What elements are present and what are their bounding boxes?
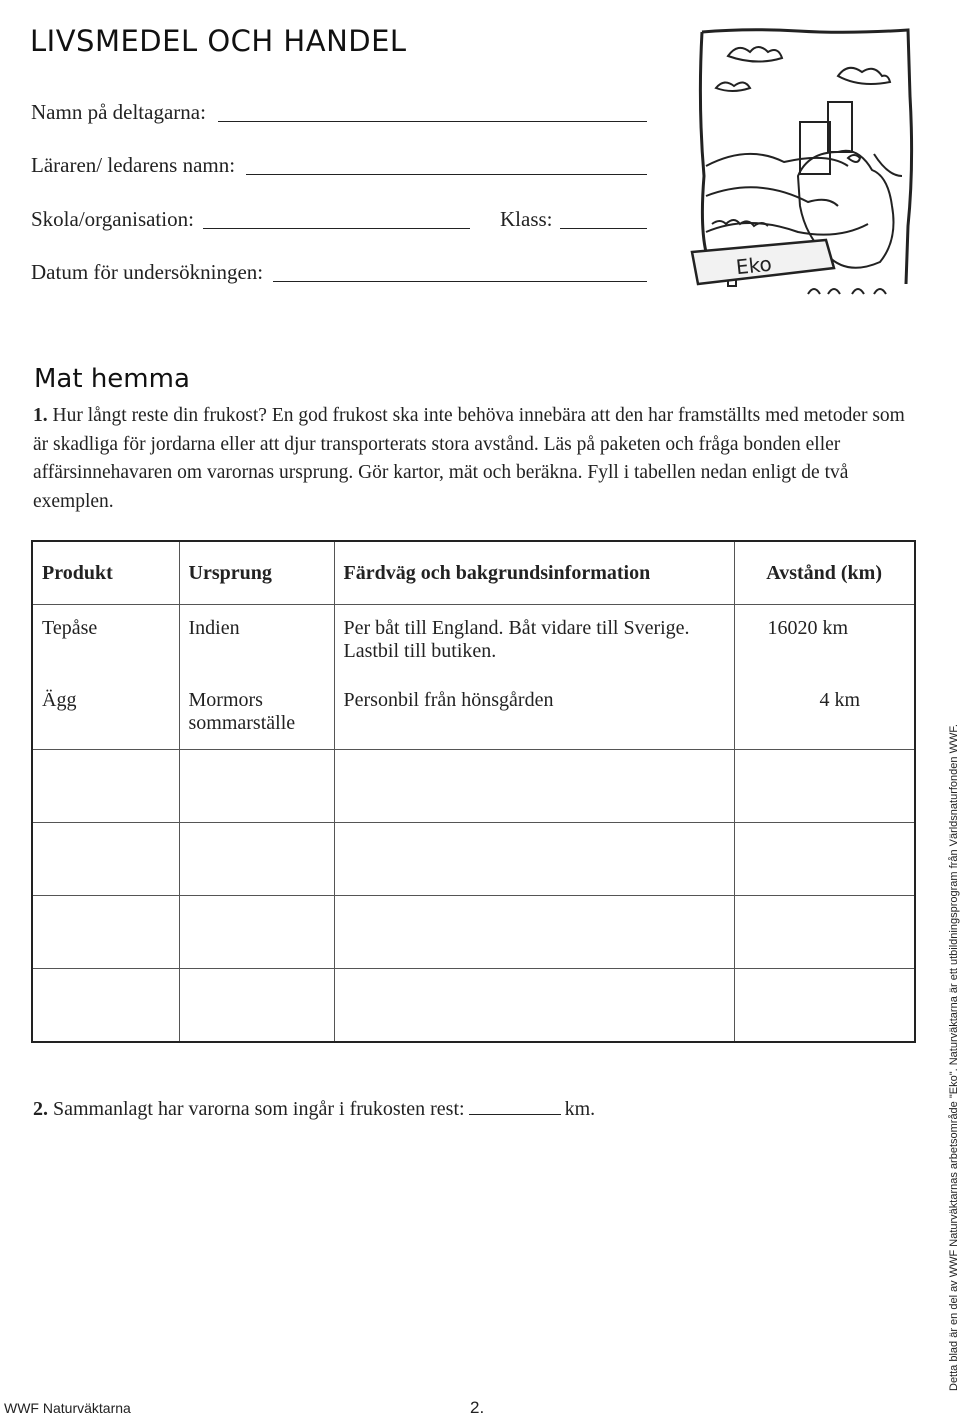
empty-row: [32, 823, 915, 896]
question-2-number: 2.: [33, 1098, 48, 1120]
empty-row: [32, 896, 915, 969]
empty-cell[interactable]: [32, 823, 179, 896]
names-label: Namn på deltagarna:: [31, 100, 206, 124]
cell-distance: 16020 km: [734, 605, 915, 686]
class-field[interactable]: [560, 228, 647, 229]
cell-origin: Mormors sommarställe: [179, 685, 334, 750]
question-2-text: Sammanlagt har varorna som ingår i frukosten rest:: [53, 1098, 465, 1120]
question-1-number: 1.: [33, 405, 48, 426]
page-title: LIVSMEDEL OCH HANDEL: [30, 24, 407, 58]
cell-product: Tepåse: [32, 605, 179, 686]
header-distance: Avstånd (km): [734, 541, 915, 605]
table-row: [32, 685, 915, 750]
table-row: [32, 605, 915, 686]
empty-cell[interactable]: [334, 750, 734, 823]
empty-cell[interactable]: [334, 896, 734, 969]
names-field[interactable]: [218, 121, 647, 122]
breakfast-table: [31, 540, 916, 1043]
empty-row: [32, 750, 915, 823]
school-label: Skola/organisation:: [31, 207, 194, 231]
empty-cell[interactable]: [334, 823, 734, 896]
vertical-credit-note: Detta blad är en del av WWF Naturväktarnas arbetsområde "Eko". Naturväktarna är ett utbildningsprogram från Världsnaturfonden WWF.: [948, 724, 960, 1391]
header-product: Produkt: [32, 541, 179, 605]
table-header-row: [32, 541, 915, 605]
cell-product: Ägg: [32, 685, 179, 750]
date-label: Datum för undersökningen:: [31, 260, 264, 284]
cell-origin: Indien: [179, 605, 334, 686]
school-field[interactable]: [203, 228, 470, 229]
date-field[interactable]: [273, 281, 647, 282]
empty-cell[interactable]: [32, 750, 179, 823]
empty-cell[interactable]: [734, 823, 915, 896]
question-2: [33, 1098, 595, 1121]
cartoon-window-view-illustration: [688, 26, 920, 308]
question-2-unit: km.: [564, 1098, 596, 1120]
cell-route: Per båt till England. Båt vidare till Sverige. Lastbil till butiken.: [334, 605, 734, 686]
header-route: Färdväg och bakgrundsinformation: [334, 541, 734, 605]
section-title: Mat hemma: [34, 364, 190, 394]
question-1: [33, 402, 923, 516]
footer-brand: WWF Naturväktarna: [4, 1400, 131, 1416]
teacher-name-field[interactable]: [246, 174, 647, 175]
header-origin: Ursprung: [179, 541, 334, 605]
empty-cell[interactable]: [734, 969, 915, 1043]
empty-cell[interactable]: [32, 896, 179, 969]
cell-distance: 4 km: [734, 685, 915, 750]
teacher-label: Läraren/ ledarens namn:: [31, 153, 236, 177]
empty-row: [32, 969, 915, 1043]
eko-sign-text: Eko: [734, 251, 773, 280]
class-label: Klass:: [500, 207, 553, 231]
cell-route: Personbil från hönsgården: [334, 685, 734, 750]
empty-cell[interactable]: [32, 969, 179, 1043]
page-number: 2.: [470, 1398, 485, 1417]
empty-cell[interactable]: [734, 750, 915, 823]
total-distance-field[interactable]: [469, 1114, 561, 1115]
empty-cell[interactable]: [179, 750, 334, 823]
empty-cell[interactable]: [179, 969, 334, 1043]
empty-cell[interactable]: [334, 969, 734, 1043]
empty-cell[interactable]: [179, 896, 334, 969]
empty-cell[interactable]: [734, 896, 915, 969]
question-1-text: Hur långt reste din frukost? En god frukost ska inte behöva innebära att den har framställts med metoder som är skadliga för jordarna eller att djur transporterats stora avstånd. Läs på paketen och fråga bonden eller affärsinnehavaren om varornas ursprung. Gör kartor, mät och beräkna. Fyll i tabellen nedan enligt de två exemplen.: [33, 405, 905, 512]
empty-cell[interactable]: [179, 823, 334, 896]
